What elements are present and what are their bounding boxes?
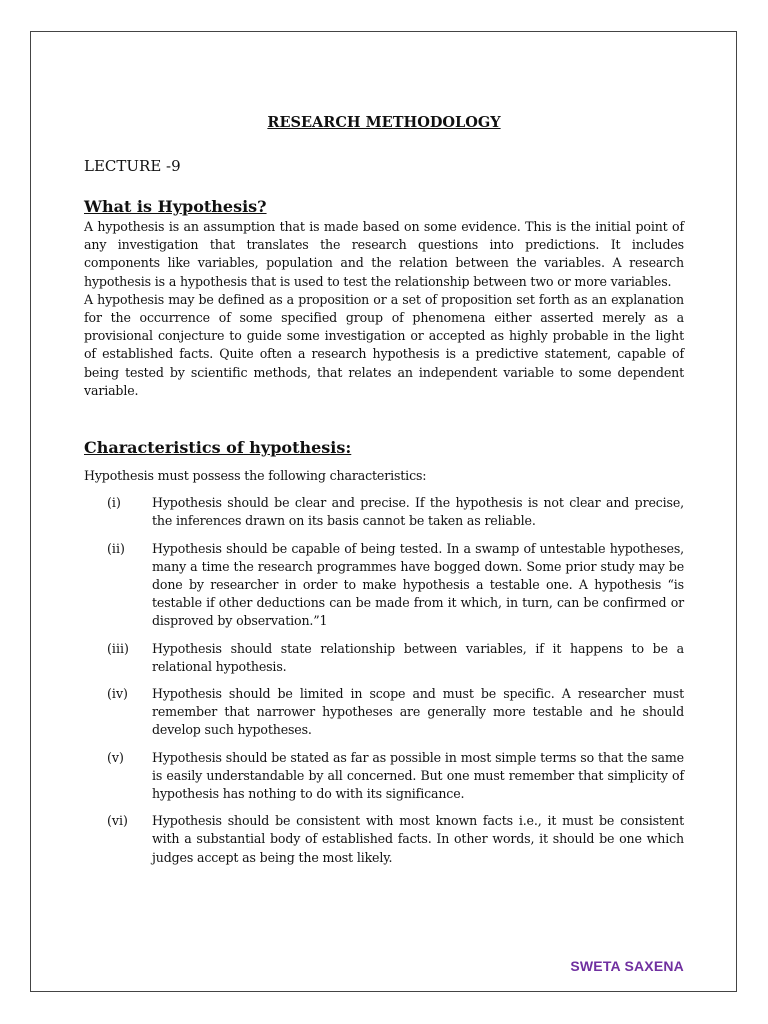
list-item-number: (iii) <box>107 640 129 656</box>
characteristics-list <box>84 494 684 867</box>
list-item-number: (i) <box>107 495 121 511</box>
list-item <box>84 685 684 740</box>
list-item <box>84 749 684 804</box>
list-item-text: Hypothesis should be consistent with most known facts i.e., it must be consistent with a substantial body of established facts. In other words, it should be one which judges accept as being the most likely. <box>152 813 684 865</box>
list-item-text: Hypothesis should be stated as far as possible in most simple terms so that the same is easily understandable by all concerned. But one must remember that simplicity of hypothesis has nothing to do with its significance. <box>152 749 684 802</box>
lecture-number: LECTURE -9 <box>84 157 181 175</box>
section-heading-what-is-hypothesis: What is Hypothesis? <box>84 197 267 216</box>
document-body <box>84 112 684 876</box>
document-title: RESEARCH METHODOLOGY <box>267 114 501 131</box>
list-item-text: Hypothesis should be limited in scope and must be specific. A researcher must remember that narrower hypotheses are generally more testable and he should develop such hypotheses. <box>152 686 684 738</box>
list-item-text: Hypothesis should be clear and precise. If the hypothesis is not clear and precise, the inferences drawn on its basis cannot be taken as reliable. <box>152 495 684 529</box>
list-item-number: (vi) <box>107 813 128 829</box>
paragraph-definition: A hypothesis is an assumption that is made based on some evidence. This is the initial point of any investigation that translates the research questions into predictions. It includes components like variables, population and the relation between the variables. A research hypothesis is a hypothesis that is used to test the relationship between two or more variables. <box>84 219 684 289</box>
list-item <box>84 812 684 867</box>
list-item-number: (ii) <box>107 540 125 556</box>
list-item <box>84 494 684 530</box>
list-item-text: Hypothesis should be capable of being tested. In a swamp of untestable hypotheses, many a time the research programmes have bogged down. Some prior study may be done by researcher in order to make hypothesis a testable one. A hypothesis “is testable if other deductions can be made from it which, in turn, can be confirmed or disproved by observation.”1 <box>152 540 684 629</box>
author-name: SWETA SAXENA <box>570 958 684 974</box>
list-item <box>84 640 684 676</box>
list-item <box>84 540 684 631</box>
list-item-text: Hypothesis should state relationship between variables, if it happens to be a relational hypothesis. <box>152 640 684 674</box>
list-item-number: (v) <box>107 749 124 765</box>
section-heading-characteristics: Characteristics of hypothesis: <box>84 438 352 458</box>
list-item-number: (iv) <box>107 686 128 702</box>
paragraph-proposition: A hypothesis may be defined as a proposition or a set of proposition set forth as an explanation for the occurrence of some specified group of phenomena either asserted merely as a provisional conjecture to guide some investigation or accepted as highly probable in the light of established facts. Quite often a research hypothesis is a predictive statement, capable of being tested by scientific methods, that relates an independent variable to some dependent variable. <box>84 291 684 398</box>
characteristics-intro: Hypothesis must possess the following characteristics: <box>84 468 427 484</box>
